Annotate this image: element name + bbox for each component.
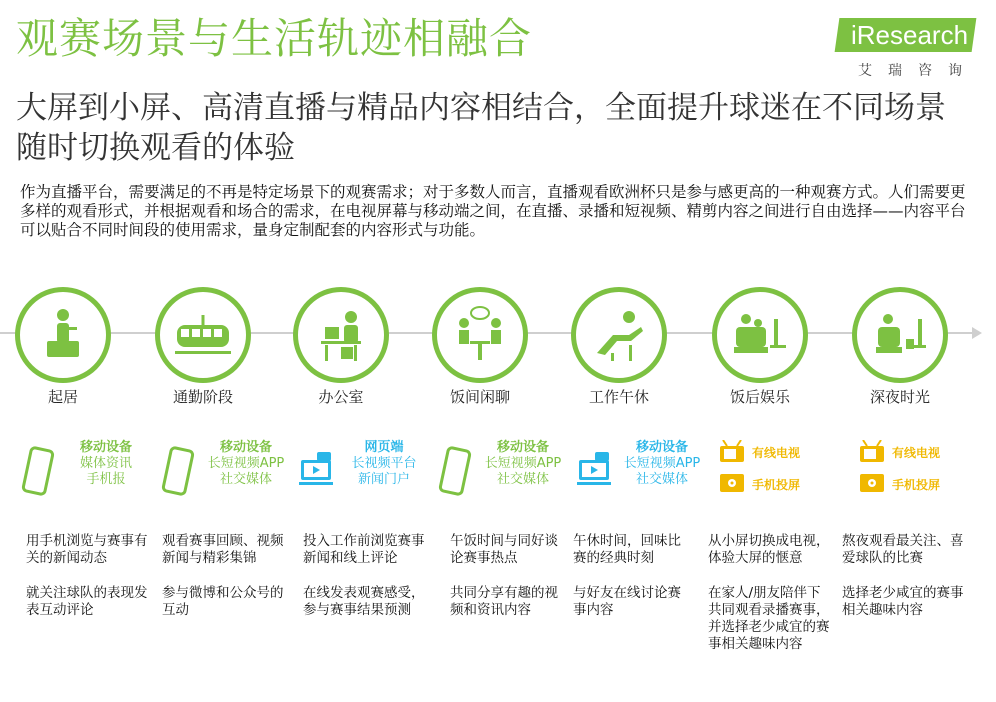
stage-label: 工作午休 [588,388,649,406]
stage-label: 饭间闲聊 [449,388,510,406]
device-title: 移动设备 [496,440,549,455]
stage-device [438,440,568,500]
device-line: 长短视频APP [484,456,562,471]
stage-circle-3 [293,287,389,383]
stage-description [303,533,433,637]
device-line: 社交媒体 [219,472,272,487]
device-title: 移动设备 [79,440,132,455]
stage-device [21,440,151,500]
stage-circle-6 [712,287,808,383]
logo-chinese: 艾瑞咨询 [858,63,978,79]
stage-description [450,533,560,637]
description-item: 熬夜观看最关注、喜爱球队的比赛 [842,533,964,566]
stage-description [162,533,290,637]
stage-device [858,440,988,500]
night-tv-icon [870,305,930,365]
description-item: 共同分享有趣的视频和资讯内容 [450,585,558,618]
description-item: 投入工作前浏览赛事新闻和线上评论 [303,533,425,566]
stage-device [718,440,848,500]
tv-option-label: 手机投屏 [752,478,801,492]
web-video-icon [299,446,333,496]
stage-label: 通勤阶段 [172,388,233,406]
description-item: 从小屏切换成电视，体验大屏的惬意 [708,533,830,566]
iresearch-logo [832,14,982,84]
page-subtitle: 大屏到小屏、高清直播与精品内容相结合，全面提升球迷在不同场景随时切换观看的体验 [16,90,946,166]
stage-description [573,533,693,637]
tv-option-label: 有线电视 [892,446,941,460]
device-line: 长视频平台 [351,456,417,471]
person-at-desk-icon [33,305,93,365]
tv-option [718,472,848,498]
mobile-phone-icon [438,446,472,496]
intro-paragraph: 作为直播平台，需要满足的不再是特定场景下的观赛需求；对于多数人而言，直播观看欧洲杯只是参与感更高的一种观赛方式。人们需要更多样的观看形式，并根据观看和场合的需求，在电视屏幕与移动端之间，在直播、录播和短视频、精剪内容之间进行自由选择——内容平台可以贴合不同时间段的使用需求，量身定制配套的内容形式与功能。 [20,183,966,239]
cable-tv-icon [718,440,746,464]
screen-cast-icon [718,472,746,496]
screen-cast-icon [858,472,886,496]
stage-description [26,533,154,637]
stage-label: 办公室 [318,388,364,406]
mobile-phone-icon [21,446,55,496]
stage-description [708,533,830,671]
stage-label: 深夜时光 [869,388,930,406]
stage-label: 饭后娱乐 [729,388,790,406]
device-title: 移动设备 [219,440,272,455]
stage-description [842,533,972,637]
stage-circle-4 [432,287,528,383]
stage-label: 起居 [47,388,78,406]
description-item: 用手机浏览与赛事有关的新闻动态 [26,533,148,566]
description-item: 午休时间，回味比赛的经典时刻 [573,533,681,566]
stage-circle-2 [155,287,251,383]
mobile-phone-icon [161,446,195,496]
description-item: 选择老少咸宜的赛事相关趣味内容 [842,585,964,618]
device-title: 网页端 [364,440,404,455]
tram-icon [173,305,233,365]
tv-option [718,440,848,466]
lounge-chair-icon [589,305,649,365]
description-item: 与好友在线讨论赛事内容 [573,585,681,618]
stage-device [161,440,291,500]
description-item: 就关注球队的表现发表互动评论 [26,585,148,618]
dining-chat-icon [450,305,510,365]
stage-circle-7 [852,287,948,383]
description-item: 午饭时间与同好谈论赛事热点 [450,533,558,566]
description-item: 参与微博和公众号的互动 [162,585,284,618]
tv-option-label: 有线电视 [752,446,801,460]
tv-option-label: 手机投屏 [892,478,941,492]
stage-device [299,440,429,500]
stage-circle-1 [15,287,111,383]
logo-word: iResearch [850,20,968,50]
device-title: 移动设备 [635,440,688,455]
device-line: 媒体资讯 [79,456,132,471]
stage-device [577,440,707,500]
device-line: 新闻门户 [357,472,410,487]
web-video-icon [577,446,611,496]
device-line: 社交媒体 [635,472,688,487]
cable-tv-icon [858,440,886,464]
description-item: 观看赛事回顾、视频新闻与精彩集锦 [162,533,284,566]
tv-option [858,440,988,466]
device-line: 社交媒体 [496,472,549,487]
office-worker-icon [311,305,371,365]
timeline-arrow-icon [972,327,982,339]
tv-option [858,472,988,498]
page-title: 观赛场景与生活轨迹相融合 [16,14,533,63]
family-tv-icon [730,305,790,365]
description-item: 在家人/朋友陪伴下共同观看录播赛事，并选择老少咸宜的赛事相关趣味内容 [708,585,830,652]
device-line: 手机报 [86,472,126,487]
device-line: 长短视频APP [207,456,285,471]
stage-circle-5 [571,287,667,383]
device-line: 长短视频APP [623,456,701,471]
description-item: 在线发表观赛感受，参与赛事结果预测 [303,585,425,618]
